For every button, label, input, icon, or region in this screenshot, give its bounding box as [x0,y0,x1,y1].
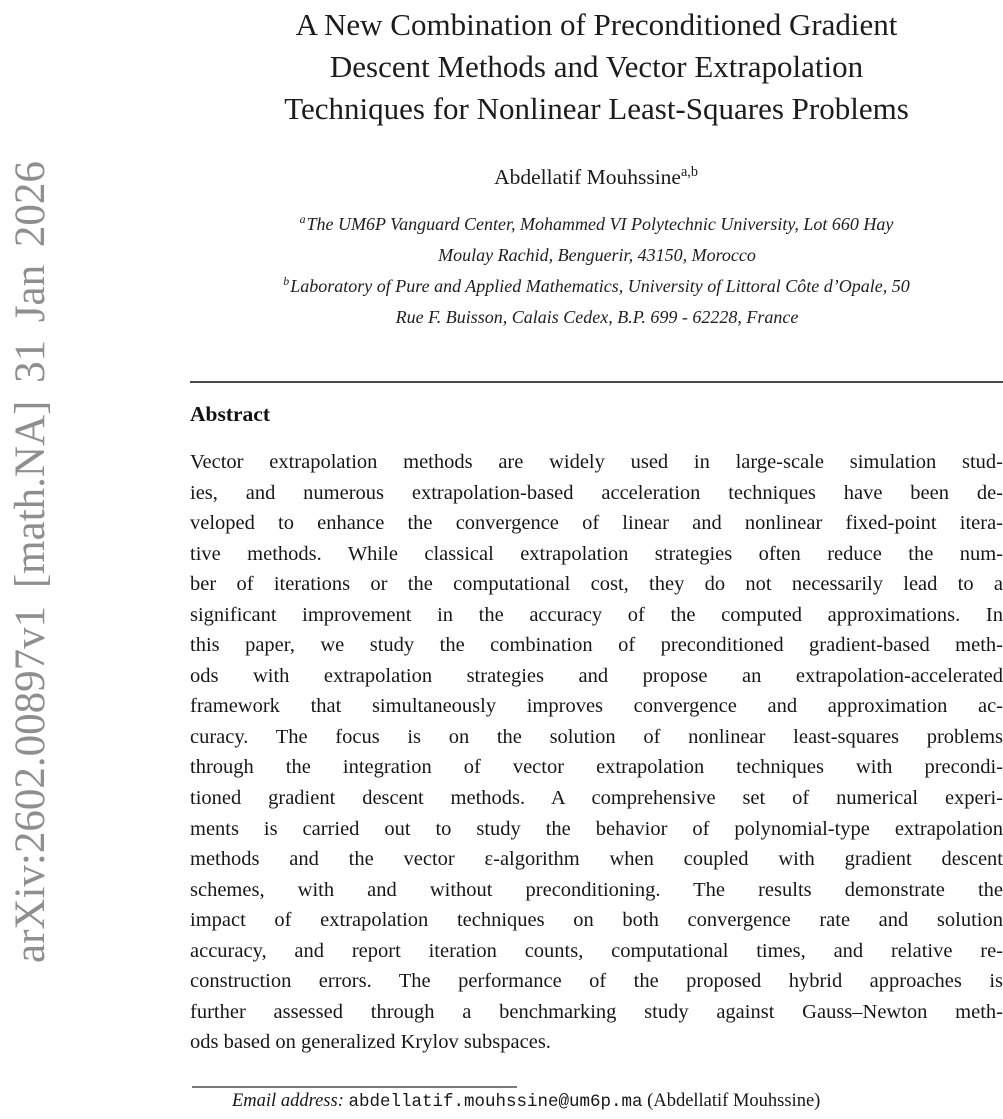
footnote [190,1091,1003,1112]
author-line [190,164,1003,190]
title-line: Descent Methods and Vector Extrapolation [329,49,864,84]
affiliation-line [190,268,1003,299]
email-label: Email address: [232,1091,344,1111]
abstract-line: framework that simultaneously improves convergence and approximation ac- [190,695,1003,718]
email-address[interactable]: abdellatif.mouhssine@um6p.ma [348,1092,643,1112]
abstract-line: ods with extrapolation strategies and propose an extrapolation-accelerated [190,664,1003,687]
email-author: (Abdellatif Mouhssine) [647,1091,821,1111]
abstract-line: accuracy, and report iteration counts, computational times, and relative re- [190,939,1003,962]
paper-title [190,4,1003,130]
abstract-line: ber of iterations or the computational cost, they do not necessarily lead to a [190,573,1003,596]
author-superscript: a,b [680,164,698,180]
abstract-line: tioned gradient descent methods. A comprehensive set of numerical experi- [190,787,1003,810]
abstract-line: veloped to enhance the convergence of linear and nonlinear fixed-point itera- [190,512,1003,535]
abstract-line: through the integration of vector extrapolation techniques with precondi- [190,756,1003,779]
content-column [190,0,1003,1119]
affiliation-text: Moulay Rachid, Benguerir, 43150, Morocco [438,245,756,265]
affiliations [190,206,1003,330]
affiliation-superscript: a [299,212,306,226]
abstract-line: construction errors. The performance of the proposed hybrid approaches is [190,970,1003,993]
title-line: A New Combination of Preconditioned Gradient [295,7,898,42]
affiliation-text: Rue F. Buisson, Calais Cedex, B.P. 699 - 62228, France [395,307,799,327]
author-name: Abdellatif Mouhssine [494,165,681,190]
abstract-line: ies, and numerous extrapolation-based acceleration techniques have been de- [190,481,1003,504]
abstract-heading: Abstract [190,402,271,426]
footnote-divider [192,1086,517,1088]
abstract-line: significant improvement in the accuracy of the computed approximations. In [190,603,1003,626]
affiliation-line [190,237,1003,268]
affiliation-text: Laboratory of Pure and Applied Mathematics, University of Littoral Côte d’Opale, 50 [290,276,910,296]
title-line: Techniques for Nonlinear Least-Squares Problems [284,91,909,126]
abstract-divider [190,381,1003,383]
abstract-line: tive methods. While classical extrapolation strategies often reduce the num- [190,542,1003,565]
abstract-line: impact of extrapolation techniques on both convergence rate and solution [190,909,1003,932]
affiliation-superscript: b [283,274,290,288]
abstract-line: ments is carried out to study the behavior of polynomial-type extrapolation [190,817,1003,840]
abstract-line: this paper, we study the combination of preconditioned gradient-based meth- [190,634,1003,657]
abstract-body [190,447,1003,1058]
abstract-line: methods and the vector ε-algorithm when coupled with gradient descent [190,848,1003,871]
affiliation-line [190,299,1003,330]
affiliation-text: The UM6P Vanguard Center, Mohammed VI Polytechnic University, Lot 660 Hay [306,214,894,234]
affiliation-line [190,206,1003,237]
abstract-line: curacy. The focus is on the solution of nonlinear least-squares problems [190,725,1003,748]
arxiv-watermark: arXiv:2602.00897v1 [math.NA] 31 Jan 2026 [7,161,54,963]
abstract-line: Vector extrapolation methods are widely used in large-scale simulation stud- [190,451,1003,473]
abstract-line: further assessed through a benchmarking study against Gauss–Newton meth- [190,1000,1003,1023]
abstract-line: schemes, with and without preconditioning. The results demonstrate the [190,878,1003,901]
abstract-line: ods based on generalized Krylov subspaces. [190,1031,551,1054]
